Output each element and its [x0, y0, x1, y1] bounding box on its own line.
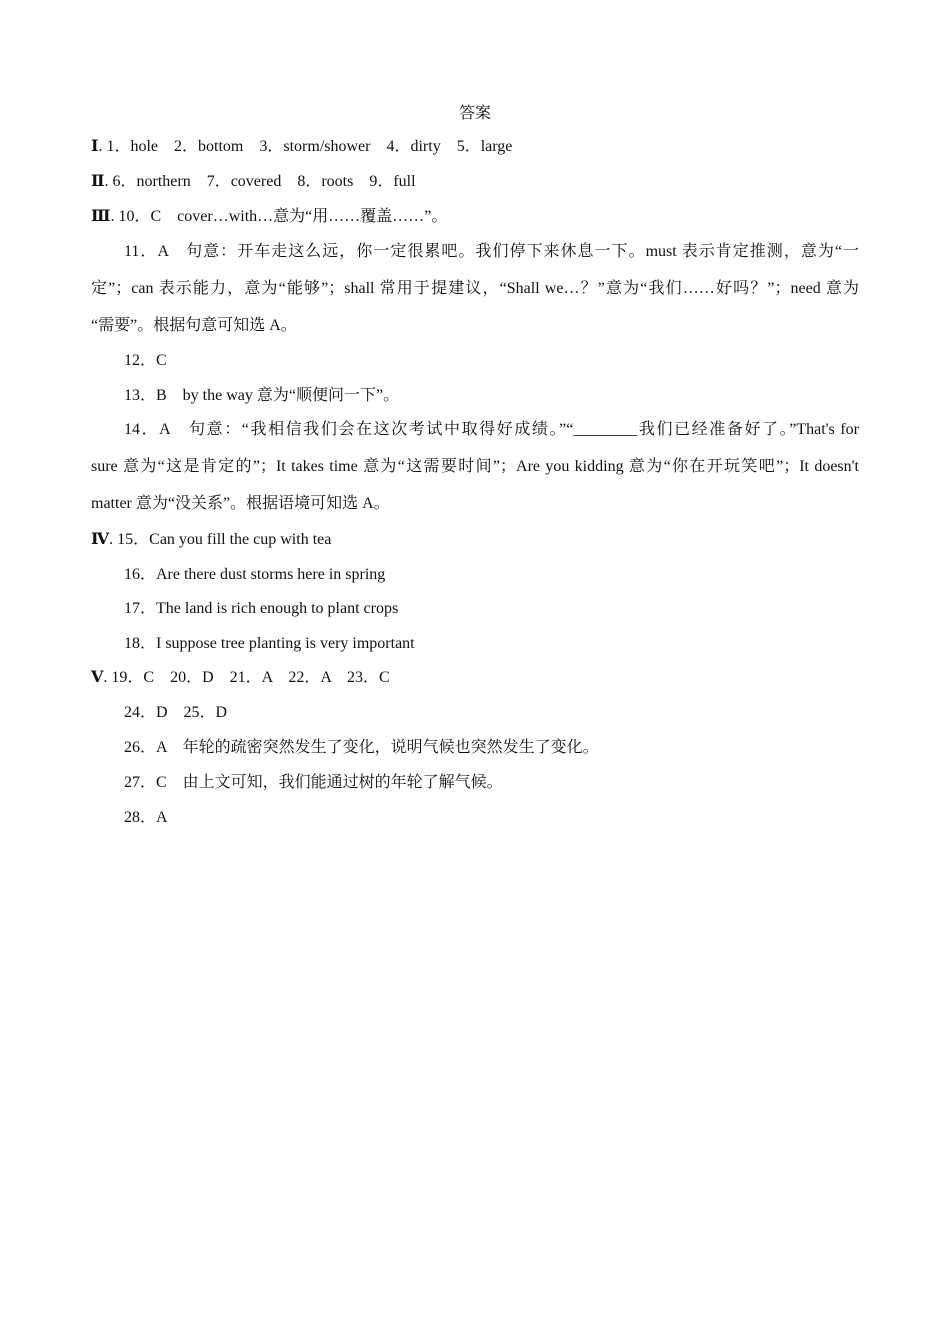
answer-11-line-3: “需要”。根据句意可知选 A。	[91, 317, 297, 334]
section-4-answers	[91, 529, 859, 551]
section-numeral: Ⅱ	[91, 173, 105, 190]
answer-17: 17．The land is rich enough to plant crops	[124, 600, 399, 617]
answer-27: 27．C 由上文可知，我们能通过树的年轮了解气候。	[124, 774, 503, 791]
section-numeral: Ⅴ	[91, 669, 104, 686]
answer-28: 28．A	[124, 809, 168, 826]
answer-26: 26．A 年轮的疏密突然发生了变化，说明气候也突然发生了变化。	[124, 739, 599, 756]
section-numeral: Ⅰ	[91, 138, 99, 155]
answer-24-25: 24．D 25．D	[124, 704, 228, 721]
answer-18: 18．I suppose tree planting is very important	[124, 635, 415, 652]
section-text: . 6．northern 7．covered 8．roots 9．full	[104, 173, 416, 190]
section-text: . 15．Can you fill the cup with tea	[109, 531, 332, 548]
answer-14-line-1: 14．A 句意：“我相信我们会在这次考试中取得好成绩。”“________我们已经准备好了。”That's for	[124, 421, 859, 438]
section-text: . 19．C 20．D 21．A 22．A 23．C	[103, 669, 390, 686]
answer-16: 16．Are there dust storms here in spring	[124, 566, 386, 583]
answer-11-line-2: 定”；can 表示能力，意为“能够”；shall 常用于提建议，“Shall we…？”意为“我们……好吗？”；need 意为	[91, 280, 859, 297]
section-2-answers	[91, 171, 859, 193]
answer-11-line-1: 11．A 句意：开车走这么远，你一定很累吧。我们停下来休息一下。must 表示肯定推测，意为“一	[124, 243, 859, 260]
section-text: . 1．hole 2．bottom 3．storm/shower 4．dirty 5．large	[98, 138, 513, 155]
section-numeral: Ⅳ	[91, 531, 110, 548]
section-numeral: Ⅲ	[91, 208, 111, 225]
answer-14-line-2: sure 意为“这是肯定的”；It takes time 意为“这需要时间”；Are you kidding 意为“你在开玩笑吧”；It doesn't	[91, 458, 859, 475]
answer-12: 12．C	[124, 352, 167, 369]
section-text: . 10．C cover…with…意为“用……覆盖……”。	[110, 208, 448, 225]
section-1-answers	[91, 136, 859, 158]
page-title: 答案	[458, 105, 491, 122]
section-5-answers	[91, 667, 859, 689]
answer-13: 13．B by the way 意为“顺便问一下”。	[124, 387, 400, 404]
answer-14-line-3: matter 意为“没关系”。根据语境可知选 A。	[91, 495, 390, 512]
section-3-answers	[91, 206, 859, 228]
